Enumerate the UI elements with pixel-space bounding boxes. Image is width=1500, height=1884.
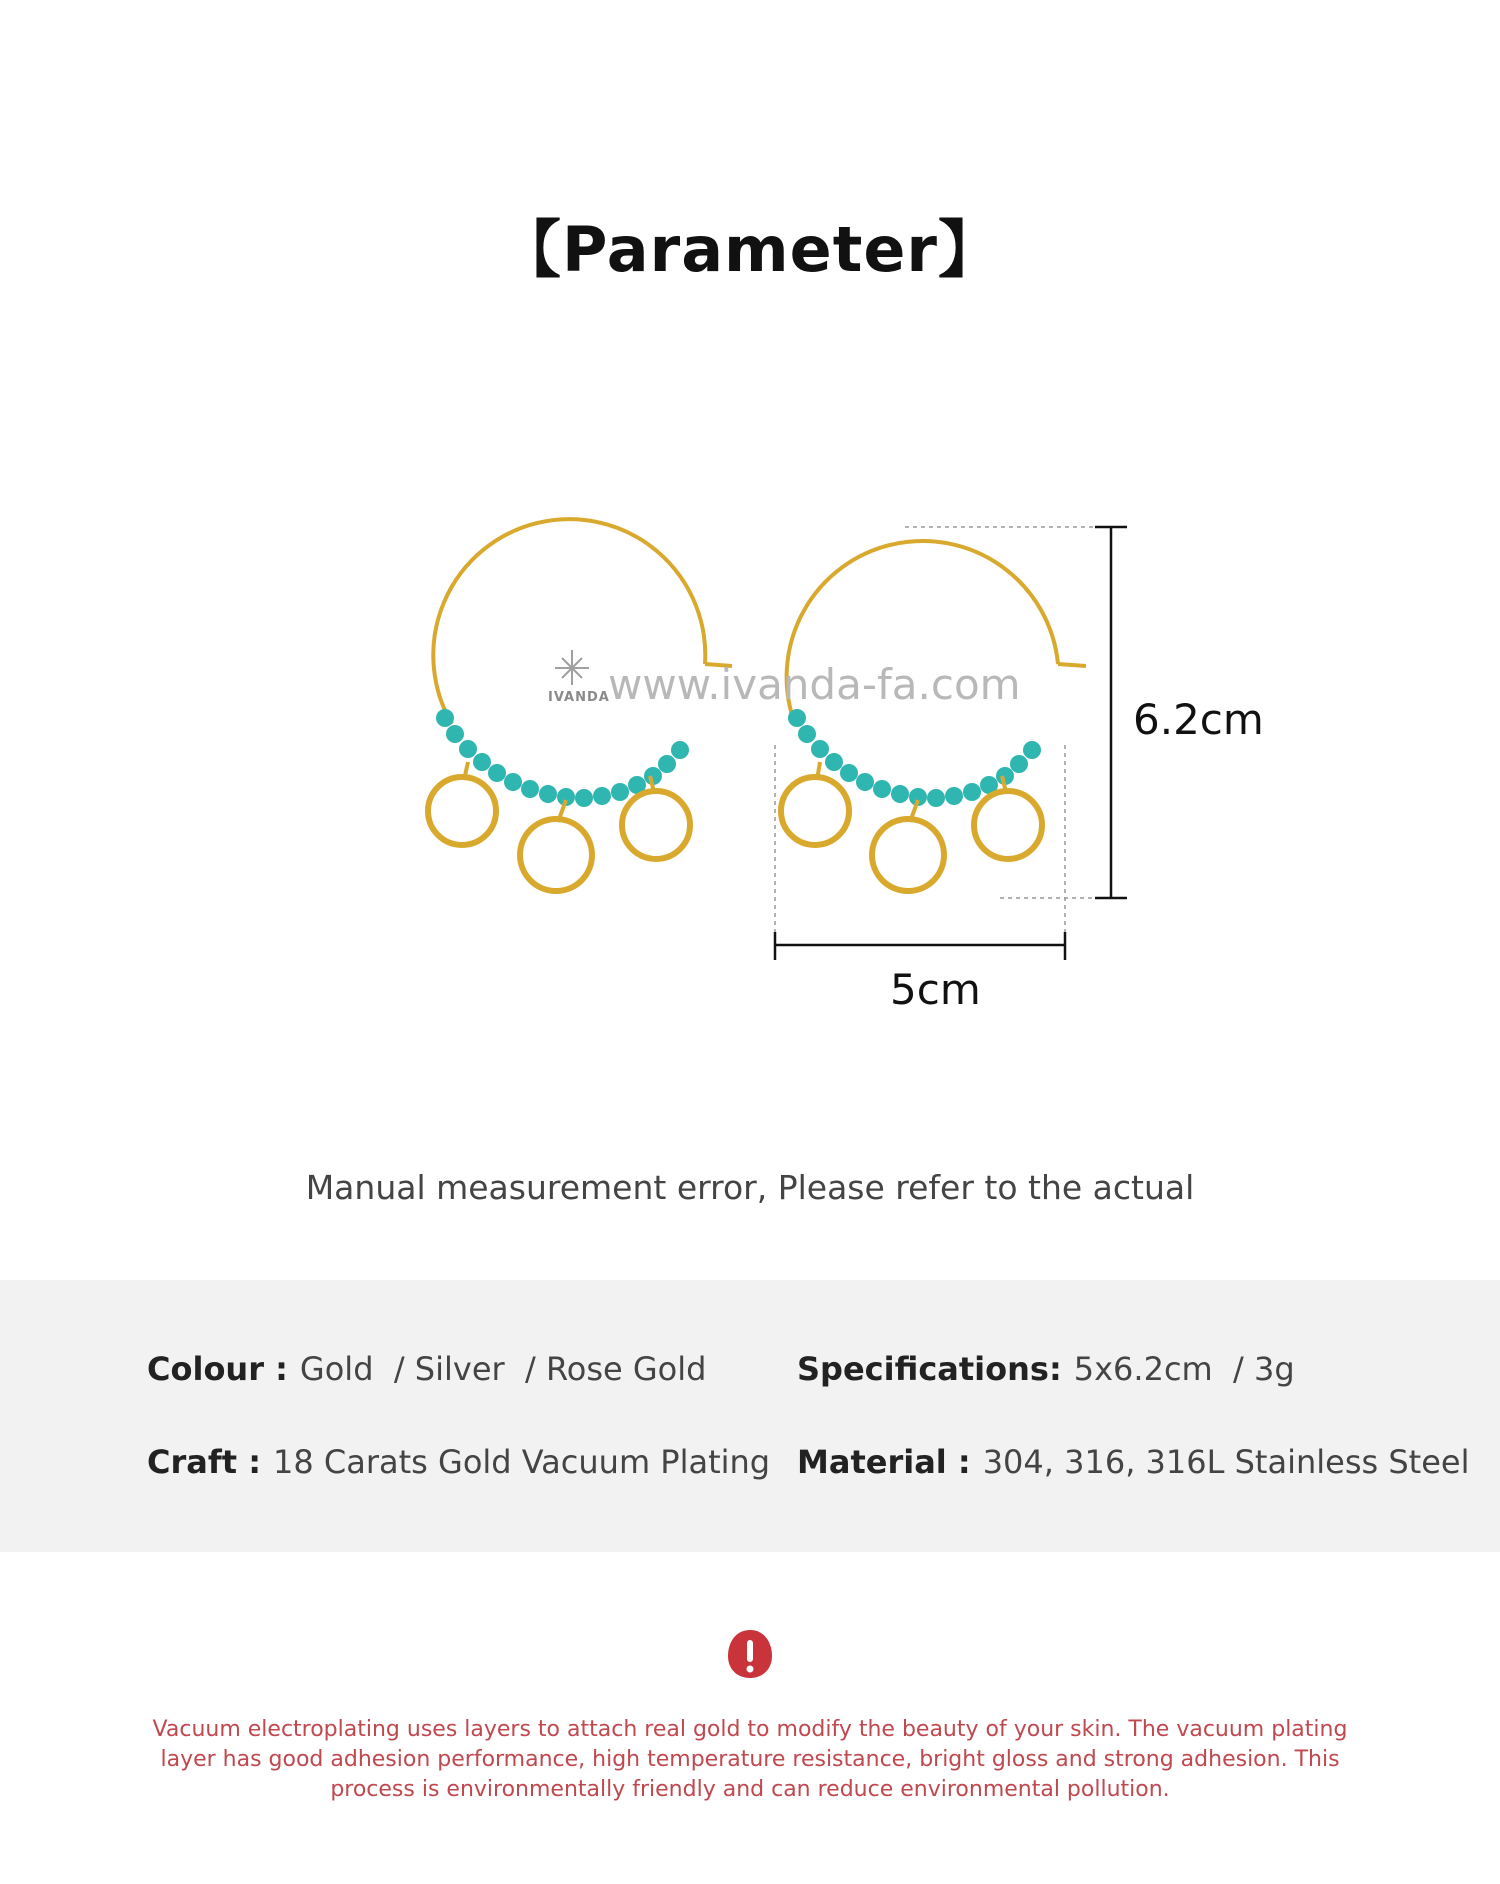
earrings-illustration bbox=[0, 500, 1500, 1060]
right-earring bbox=[781, 541, 1086, 891]
spec-craft-key: Craft : bbox=[147, 1443, 262, 1481]
spec-colour bbox=[147, 1350, 706, 1388]
spec-material-key: Material : bbox=[797, 1443, 971, 1481]
watermark-url: www.ivanda-fa.com bbox=[608, 660, 1021, 709]
spec-material bbox=[797, 1443, 1469, 1481]
watermark-brand: IVANDA bbox=[548, 690, 610, 705]
spec-specifications bbox=[797, 1350, 1295, 1388]
page-title: 【Parameter】 bbox=[499, 213, 1001, 286]
spec-material-value: 304, 316, 316L Stainless Steel bbox=[982, 1443, 1470, 1481]
spec-craft bbox=[147, 1443, 770, 1481]
width-label: 5cm bbox=[890, 965, 981, 1014]
height-dimension-line bbox=[1095, 527, 1127, 898]
brand-star-icon bbox=[555, 650, 589, 685]
measurement-note: Manual measurement error, Please refer to the actual bbox=[305, 1168, 1195, 1207]
spec-specifications-value: 5x6.2cm / 3g bbox=[1073, 1350, 1295, 1388]
width-dimension-line bbox=[775, 932, 1065, 960]
exclamation-icon bbox=[726, 1628, 774, 1680]
spec-specifications-key: Specifications: bbox=[797, 1350, 1062, 1388]
disclaimer-text: Vacuum electroplating uses layers to attach real gold to modify the beauty of your skin. The vacuum plating layer has good adhesion performance, high temperature resistance, bright gloss and strong adhesion. This process is environmentally friendly and can reduce environmental pollution. bbox=[152, 1717, 1348, 1802]
dimension-guides bbox=[775, 527, 1110, 940]
product-figure bbox=[0, 500, 1500, 1060]
height-label: 6.2cm bbox=[1133, 695, 1264, 744]
spec-craft-value: 18 Carats Gold Vacuum Plating bbox=[273, 1443, 771, 1481]
spec-colour-value: Gold / Silver / Rose Gold bbox=[299, 1350, 707, 1388]
spec-colour-key: Colour : bbox=[147, 1350, 288, 1388]
specs-panel bbox=[0, 1280, 1500, 1552]
